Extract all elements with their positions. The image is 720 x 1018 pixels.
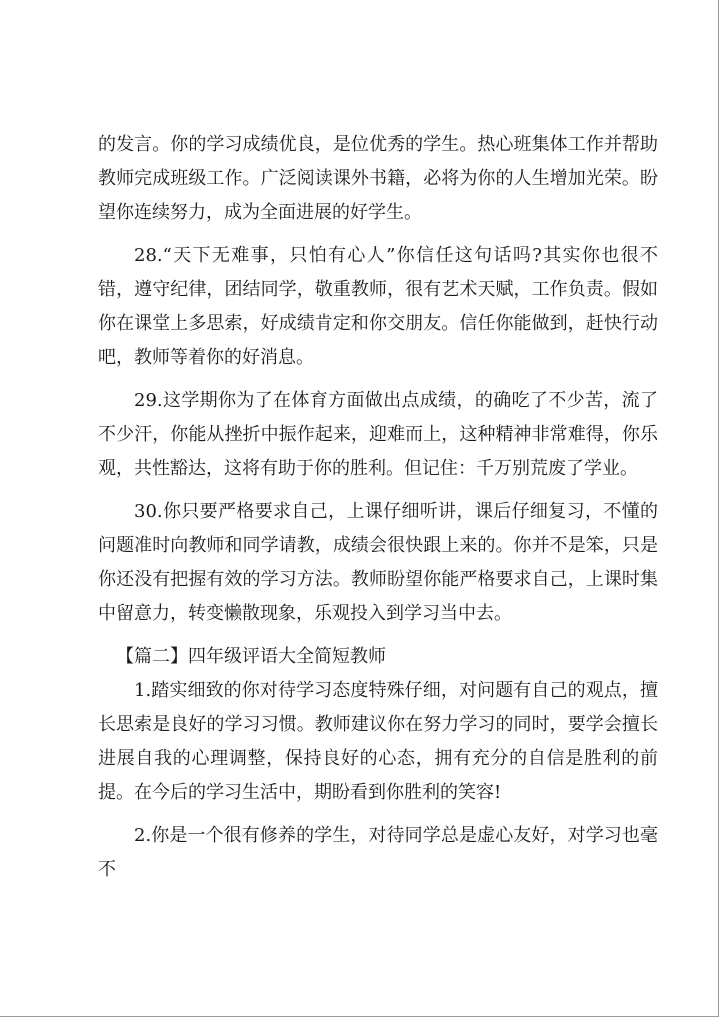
paragraph-continuation: 的发言。你的学习成绩优良，是位优秀的学生。热心班集体工作并帮助教师完成班级工作。广泛阅读课外书籍，必将为你的人生增加光荣。盼望你连续努力，成为全面进展的好学生。 — [98, 134, 658, 223]
paragraph-comment-28: 28.“天下无难事，只怕有心人”你信任这句话吗?其实你也很不错，遵守纪律，团结同学，敬重教师，很有艺术天赋，工作负责。假如你在课堂上多思索，好成绩肯定和你交朋友。信任你能做到，赶快行动吧，教师等着你的好消息。 — [98, 245, 658, 368]
paragraph-comment-29: 29.这学期你为了在体育方面做出点成绩，的确吃了不少苦，流了不少汗，你能从挫折中振作起来，迎难而上，这种精神非常难得，你乐观，共性豁达，这将有助于你的胜利。但记住：千万别荒废了学业。 — [98, 390, 658, 479]
document-body — [98, 128, 658, 887]
section-heading: 【篇二】四年级评语大全简短教师 — [116, 646, 386, 667]
paragraph-section-comment-2: 2.你是一个很有修养的学生，对待同学总是虚心友好，对学习也毫不 — [98, 825, 658, 880]
paragraph-comment-30: 30.你只要严格要求自己，上课仔细听讲，课后仔细复习，不懂的问题准时向教师和同学请教，成绩会很快跟上来的。你并不是笨，只是你还没有把握有效的学习方法。教师盼望你能严格要求自己，上课时集中留意力，转变懒散现象，乐观投入到学习当中去。 — [98, 501, 658, 624]
paragraph-section-comment-1: 1.踏实细致的你对待学习态度特殊仔细，对问题有自己的观点，擅长思索是良好的学习习惯。教师建议你在努力学习的同时，要学会擅长进展自我的心理调整，保持良好的心态，拥有充分的自信是胜利的前提。在今后的学习生活中，期盼看到你胜利的笑容! — [98, 680, 658, 803]
